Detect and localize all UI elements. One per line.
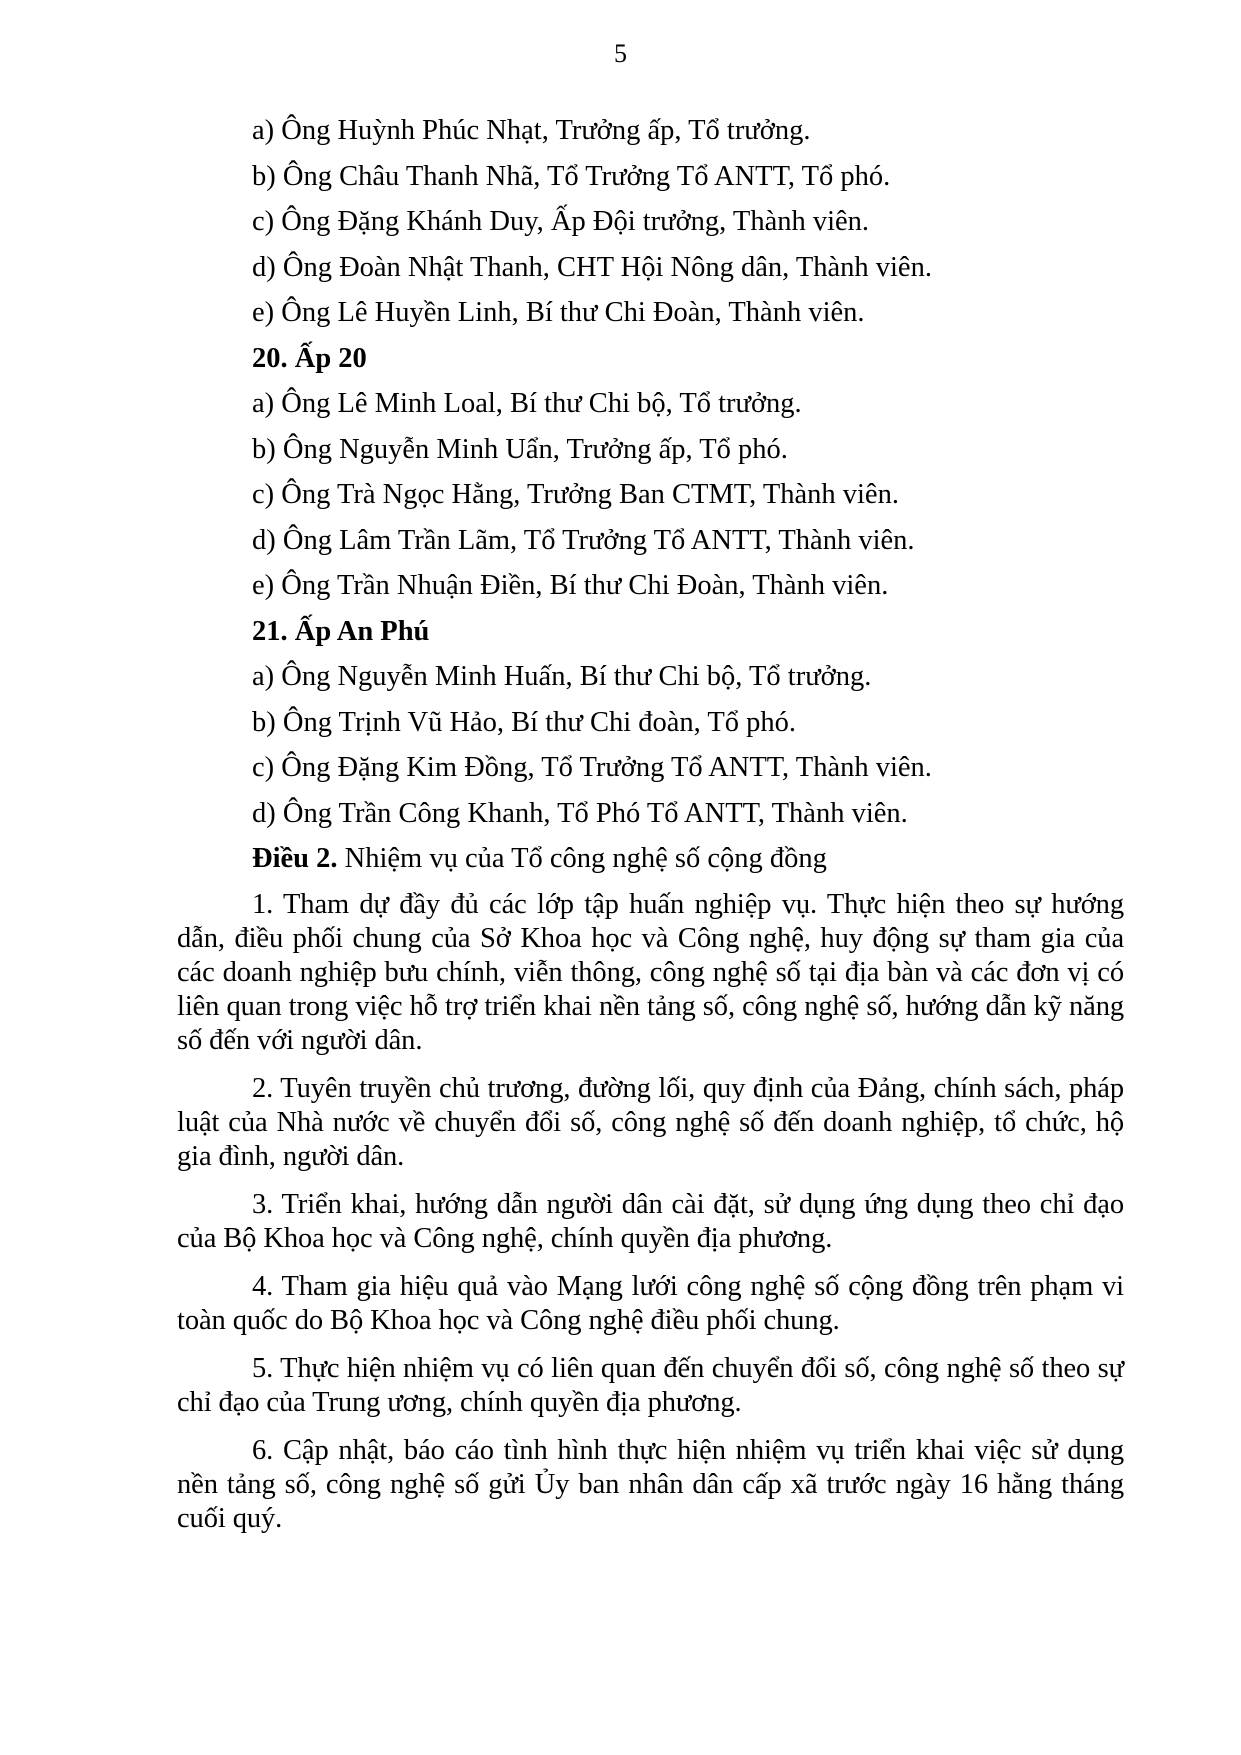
section-heading: 21. Ấp An Phú	[252, 615, 430, 647]
article-label: Điều 2.	[252, 843, 338, 874]
article-2	[177, 842, 1124, 1536]
member-item: e) Ông Trần Nhuận Điền, Bí thư Chi Đoàn, Thành viên.	[252, 570, 889, 601]
member-item: d) Ông Lâm Trần Lãm, Tổ Trưởng Tổ ANTT, Thành viên.	[252, 524, 915, 556]
member-item: a) Ông Lê Minh Loal, Bí thư Chi bộ, Tổ trưởng.	[252, 388, 802, 419]
duty-paragraph: 3. Triển khai, hướng dẫn người dân cài đặt, sử dụng ứng dụng theo chỉ đạo của Bộ Khoa học và Công nghệ, chính quyền địa phương.	[177, 1188, 1124, 1254]
member-item: d) Ông Trần Công Khanh, Tổ Phó Tổ ANTT, Thành viên.	[252, 797, 908, 829]
member-item: e) Ông Lê Huyền Linh, Bí thư Chi Đoàn, Thành viên.	[252, 297, 865, 328]
section-21	[177, 615, 1124, 830]
article-heading	[252, 842, 1124, 875]
section-heading: 20. Ấp 20	[252, 342, 367, 374]
member-item: b) Ông Trịnh Vũ Hảo, Bí thư Chi đoàn, Tổ phó.	[252, 706, 797, 738]
article-title: Nhiệm vụ của Tổ công nghệ số cộng đồng	[344, 843, 827, 874]
member-item: b) Ông Châu Thanh Nhã, Tổ Trưởng Tổ ANTT, Tổ phó.	[252, 160, 891, 192]
member-item: a) Ông Nguyễn Minh Huấn, Bí thư Chi bộ, Tổ trưởng.	[252, 661, 872, 692]
member-item: c) Ông Đặng Khánh Duy, Ấp Đội trưởng, Thành viên.	[252, 206, 870, 237]
member-item: c) Ông Đặng Kim Đồng, Tổ Trưởng Tổ ANTT, Thành viên.	[252, 752, 932, 783]
duty-paragraph: 5. Thực hiện nhiệm vụ có liên quan đến chuyển đổi số, công nghệ số theo sự chỉ đạo của Trung ương, chính quyền địa phương.	[177, 1352, 1124, 1418]
member-item: a) Ông Huỳnh Phúc Nhạt, Trưởng ấp, Tổ trưởng.	[252, 115, 811, 146]
page-number: 5	[614, 39, 627, 68]
duty-paragraph: 4. Tham gia hiệu quả vào Mạng lưới công nghệ số cộng đồng trên phạm vi toàn quốc do Bộ Khoa học và Công nghệ điều phối chung.	[177, 1270, 1124, 1336]
member-item: b) Ông Nguyễn Minh Uẩn, Trưởng ấp, Tổ phó.	[252, 433, 788, 465]
duty-paragraph: 1. Tham dự đầy đủ các lớp tập huấn nghiệp vụ. Thực hiện theo sự hướng dẫn, điều phối chung của Sở Khoa học và Công nghệ, huy động sự tham gia của các doanh nghiệp bưu chính, viễn thông, công nghệ số tại địa bàn và các đơn vị có liên quan trong việc hỗ trợ triển khai nền tảng số, công nghệ số, hướng dẫn kỹ năng số đến với người dân.	[177, 888, 1124, 1056]
duty-paragraph: 6. Cập nhật, báo cáo tình hình thực hiện nhiệm vụ triển khai việc sử dụng nền tảng số, công nghệ số gửi Ủy ban nhân dân cấp xã trước ngày 16 hằng tháng cuối quý.	[177, 1434, 1124, 1534]
member-item: d) Ông Đoàn Nhật Thanh, CHT Hội Nông dân, Thành viên.	[252, 251, 932, 283]
section-20	[177, 342, 1124, 603]
member-item: c) Ông Trà Ngọc Hằng, Trưởng Ban CTMT, Thành viên.	[252, 479, 899, 510]
group-19-members	[177, 114, 1124, 329]
duty-paragraph: 2. Tuyên truyền chủ trương, đường lối, quy định của Đảng, chính sách, pháp luật của Nhà nước về chuyển đổi số, công nghệ số đến doanh nghiệp, tổ chức, hộ gia đình, người dân.	[177, 1072, 1124, 1172]
document-body	[177, 114, 1124, 1550]
